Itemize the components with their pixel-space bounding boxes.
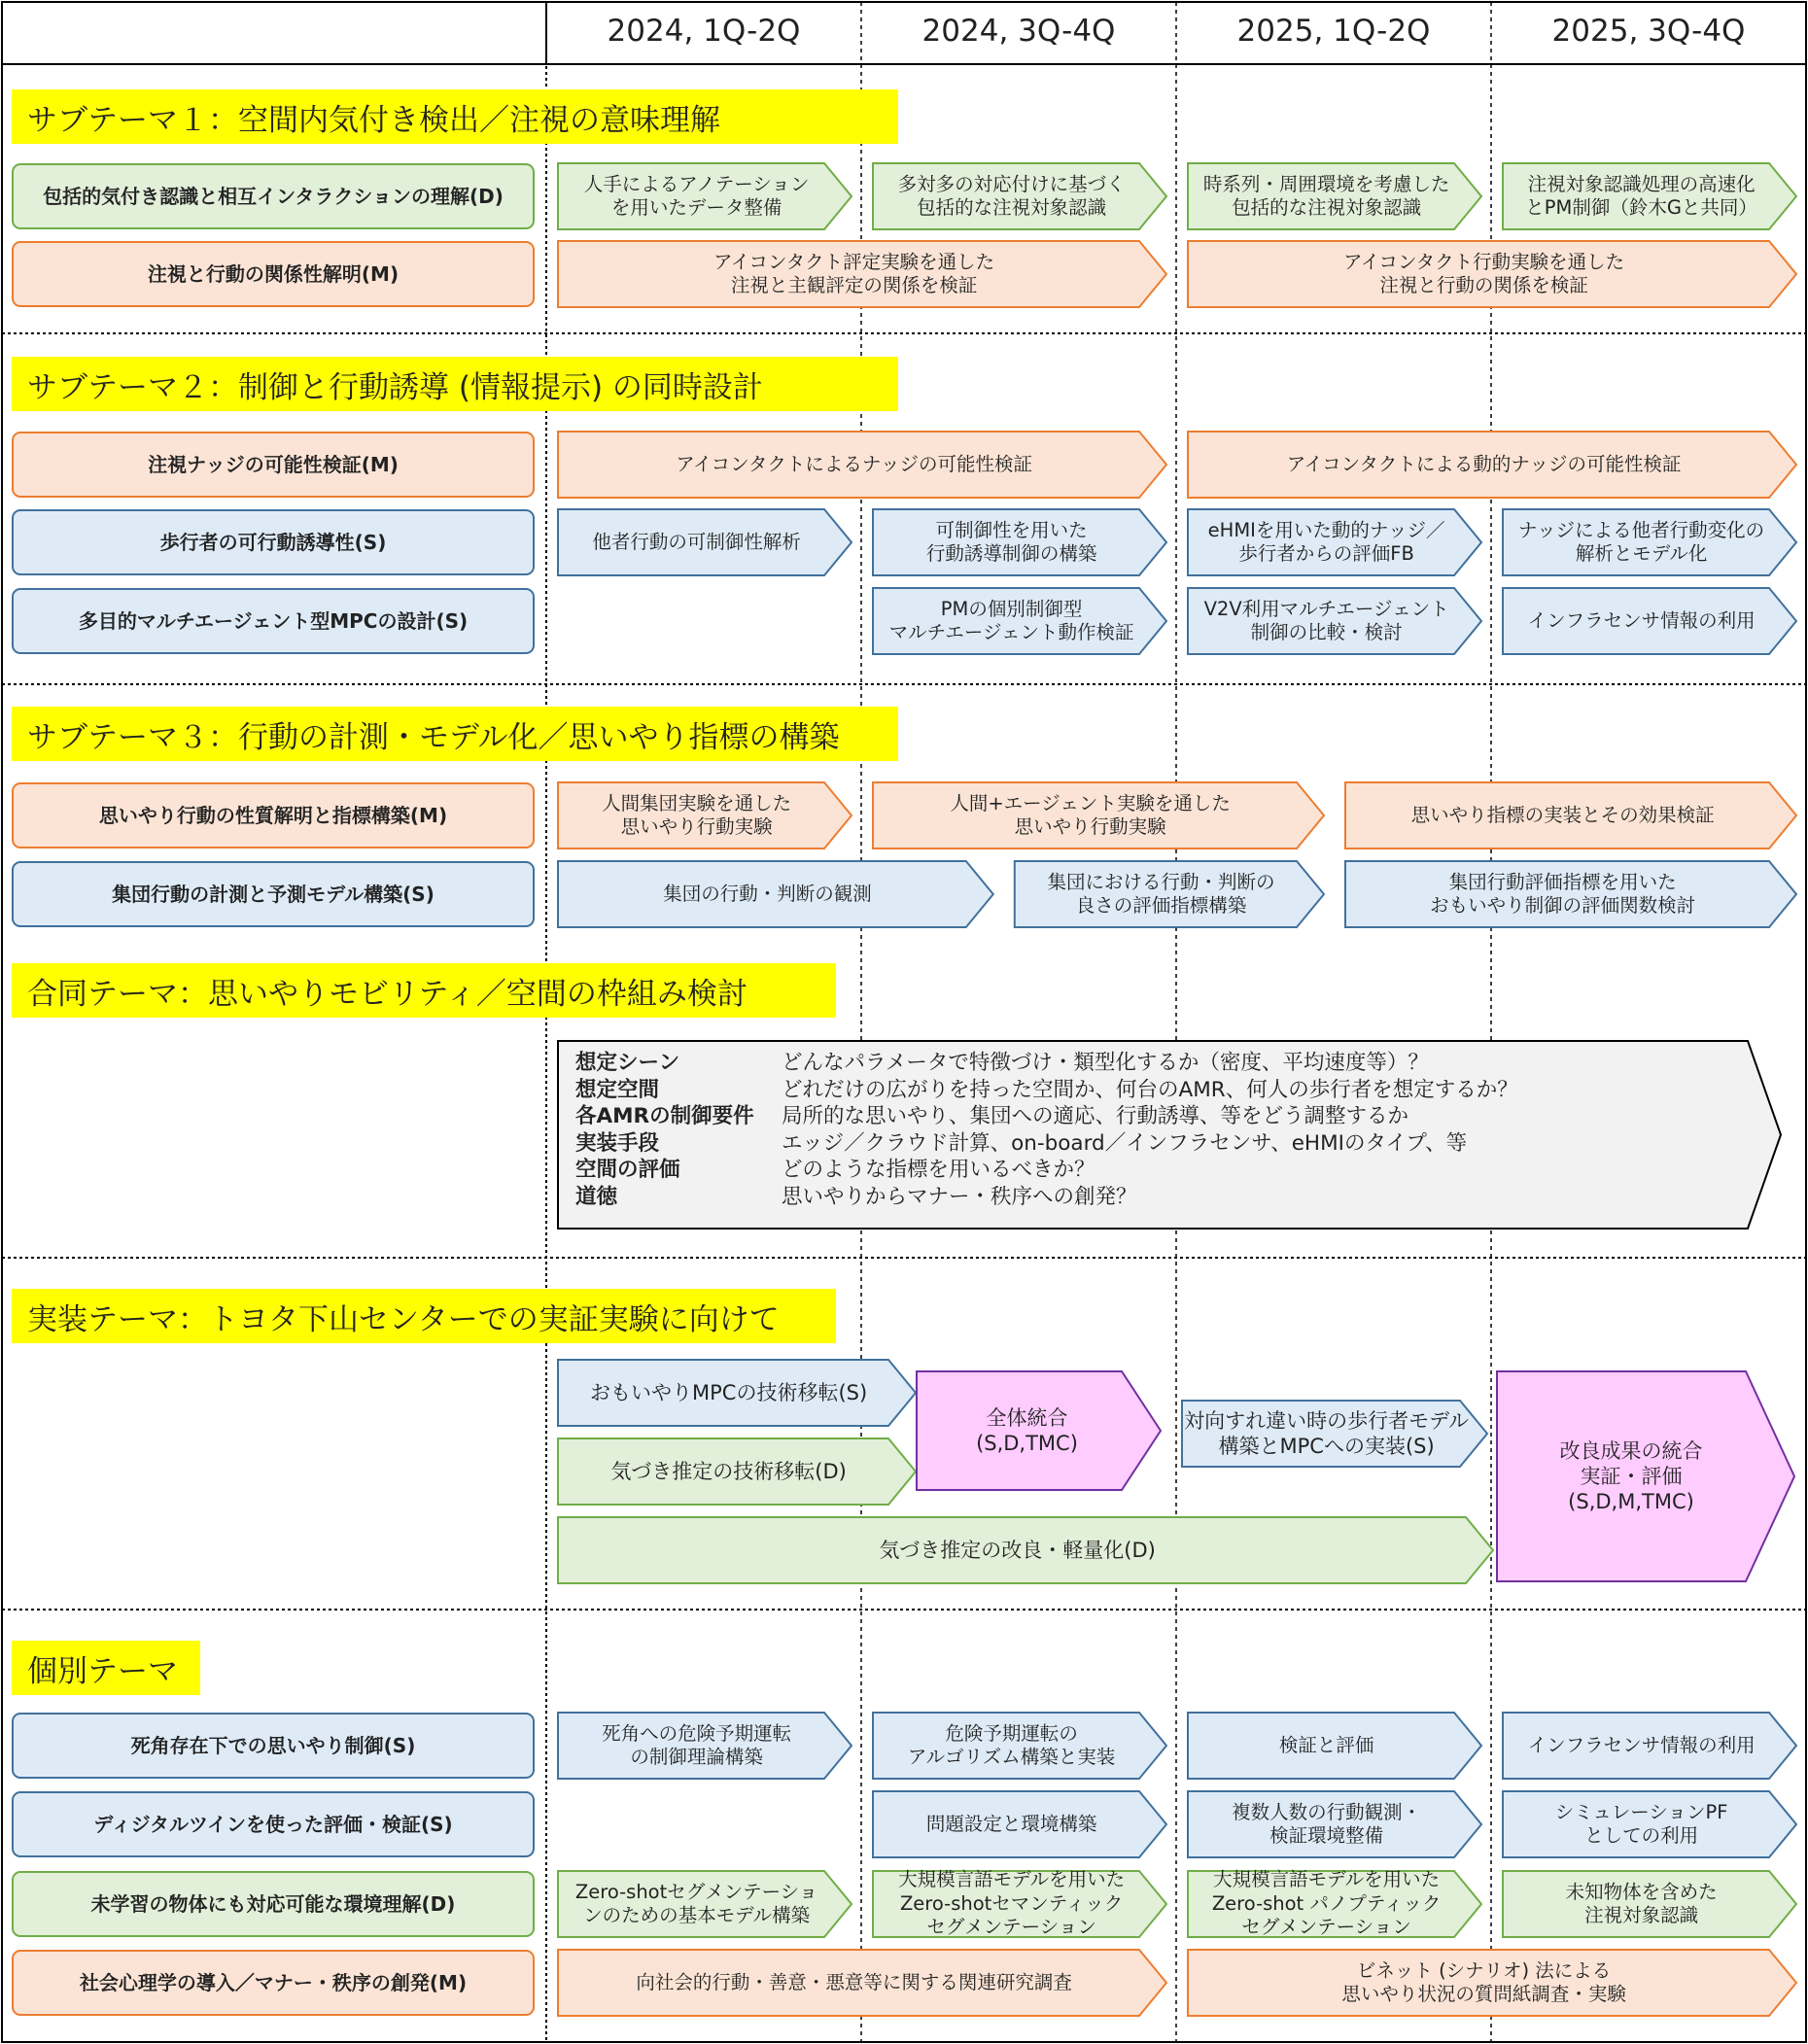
task-arrow: アイコンタクト行動実験を通した 注視と行動の関係を検証 xyxy=(1343,250,1625,296)
task-arrow-arrow xyxy=(873,1791,1166,1857)
period-header: 2025, 1Q-2Q xyxy=(1236,14,1431,49)
impl-task: 全体統合 (S,D,TMC) xyxy=(976,1405,1078,1455)
row-label: 未学習の物体にも対応可能な環境理解(D) xyxy=(12,1871,535,1937)
row-label: 集団行動の計測と予測モデル構築(S) xyxy=(12,861,535,927)
row-label: ディジタルツインを使った評価・検証(S) xyxy=(12,1791,535,1857)
joint-item xyxy=(575,1050,1429,1077)
task-arrow: 人手によるアノテーション を用いたデータ整備 xyxy=(583,172,810,219)
joint-item-key: 空間の評価 xyxy=(575,1158,680,1182)
joint-item-value: 思いやりからマナー・秩序への創発？ xyxy=(782,1184,1137,1209)
task-arrow: 危険予期運転の アルゴリズム構築と実装 xyxy=(907,1721,1116,1768)
task-arrow: 向社会的行動・善意・悪意等に関する関連研究調査 xyxy=(636,1970,1072,1993)
task-arrow-arrow xyxy=(1188,432,1796,498)
impl-task: 気づき推定の改良・軽量化(D) xyxy=(879,1538,1156,1562)
task-arrow: 人間+エージェント実験を通した 思いやり行動実験 xyxy=(950,791,1231,838)
row-label: 思いやり行動の性質解明と指標構築(M) xyxy=(12,782,535,849)
task-arrow: 集団の行動・判断の観測 xyxy=(663,882,872,905)
section-title: サブテーマ１：空間内気付き検出／注視の意味理解 xyxy=(12,89,898,144)
task-arrow-arrow xyxy=(1345,861,1796,927)
task-arrow: V2V利用マルチエージェント 制御の比較・検討 xyxy=(1203,597,1449,643)
task-arrow: ナッジによる他者行動変化の 解析とモデル化 xyxy=(1518,518,1765,565)
joint-item xyxy=(575,1184,1137,1211)
section-title: サブテーマ３：行動の計測・モデル化／思いやり指標の構築 xyxy=(12,707,898,761)
task-arrow-arrow xyxy=(1188,1791,1481,1857)
impl-task: 気づき推定の技術移転(D) xyxy=(610,1459,847,1483)
task-arrow: 人間集団実験を通した 思いやり行動実験 xyxy=(602,791,792,838)
task-arrow-arrow xyxy=(558,782,852,849)
joint-item-key: 道徳 xyxy=(575,1184,618,1209)
task-arrow-arrow xyxy=(873,1713,1166,1779)
task-arrow: Zero-shotセグメンテーショ ンのための基本モデル構築 xyxy=(574,1880,818,1926)
section-title: サブテーマ２：制御と行動誘導 (情報提示) の同時設計 xyxy=(12,357,898,411)
task-arrow-arrow xyxy=(1015,861,1324,927)
joint-item-value: どれだけの広がりを持った空間か、何台のAMR、何人の歩行者を想定するか？ xyxy=(782,1077,1518,1102)
task-arrow: 死角への危険予期運転 の制御理論構築 xyxy=(602,1721,792,1768)
task-arrow-arrow xyxy=(1188,1950,1796,2016)
task-arrow-arrow xyxy=(1188,509,1481,575)
impl-task-arrow xyxy=(558,1438,916,1505)
row-label: 社会心理学の導入／マナー・秩序の創発(M) xyxy=(12,1950,535,2016)
task-arrow: 思いやり指標の実装とその効果検証 xyxy=(1410,803,1715,826)
section-title: 実装テーマ：トヨタ下山センターでの実証実験に向けて xyxy=(12,1289,836,1343)
task-arrow: eHMIを用いた動的ナッジ／ 歩行者からの評価FB xyxy=(1207,518,1445,565)
joint-item xyxy=(575,1157,1095,1184)
task-arrow: アイコンタクトによるナッジの可能性検証 xyxy=(676,452,1032,475)
impl-task-arrow xyxy=(558,1517,1493,1583)
joint-item-value: どんなパラメータで特徴づけ・類型化するか（密度、平均速度等）？ xyxy=(782,1051,1429,1075)
joint-item xyxy=(575,1077,1518,1104)
task-arrow: 集団行動評価指標を用いた おもいやり制御の評価関数検討 xyxy=(1430,870,1696,917)
task-arrow-arrow xyxy=(1188,1713,1481,1779)
task-arrow-arrow xyxy=(873,163,1166,229)
task-arrow: 多対多の対応付けに基づく 包括的な注視対象認識 xyxy=(897,172,1126,219)
task-arrow: インフラセンサ情報の利用 xyxy=(1527,608,1756,632)
row-label: 死角存在下での思いやり制御(S) xyxy=(12,1713,535,1779)
task-arrow: 他者行動の可制御性解析 xyxy=(592,530,801,553)
period-header: 2024, 3Q-4Q xyxy=(921,14,1116,49)
task-arrow-arrow xyxy=(558,241,1166,307)
row-label: 多目的マルチエージェント型MPCの設計(S) xyxy=(12,588,535,654)
task-arrow-arrow xyxy=(1188,241,1796,307)
task-arrow: 時系列・周囲環境を考慮した 包括的な注視対象認識 xyxy=(1202,172,1450,219)
task-arrow: 複数人数の行動観測・ 検証環境整備 xyxy=(1232,1800,1422,1847)
row-label: 包括的気付き認識と相互インタラクションの理解(D) xyxy=(12,163,535,229)
joint-item-key: 実装手段 xyxy=(575,1130,660,1156)
task-arrow: インフラセンサ情報の利用 xyxy=(1527,1733,1756,1756)
impl-task: 対向すれ違い時の歩行者モデル 構築とMPCへの実装(S) xyxy=(1184,1408,1470,1458)
task-arrow-arrow xyxy=(1503,1871,1796,1937)
section-title: 個別テーマ xyxy=(12,1641,200,1695)
task-arrow-arrow xyxy=(873,509,1166,575)
task-arrow-arrow xyxy=(1503,1791,1796,1857)
task-arrow: 大規模言語モデルを用いた Zero-shot パノプティック セグメンテーション xyxy=(1211,1868,1442,1939)
impl-task: 改良成果の統合 実証・評価 (S,D,M,TMC) xyxy=(1559,1438,1703,1514)
row-label: 歩行者の可行動誘導性(S) xyxy=(12,509,535,575)
task-arrow: 問題設定と環境構築 xyxy=(925,1812,1097,1835)
joint-item xyxy=(575,1103,1408,1130)
task-arrow: 検証と評価 xyxy=(1278,1733,1374,1756)
task-arrow: 大規模言語モデルを用いた Zero-shotセマンティック セグメンテーション xyxy=(898,1868,1126,1939)
task-arrow: アイコンタクト評定実験を通した 注視と主観評定の関係を検証 xyxy=(713,250,995,296)
task-arrow-arrow xyxy=(1503,163,1796,229)
impl-task: おもいやりMPCの技術移転(S) xyxy=(590,1380,868,1404)
task-arrow: 可制御性を用いた 行動誘導制御の構築 xyxy=(925,518,1097,565)
task-arrow-arrow xyxy=(873,1868,1166,1939)
task-arrow-arrow xyxy=(1188,163,1481,229)
task-arrow-arrow xyxy=(558,1950,1166,2016)
task-arrow-arrow xyxy=(1503,1713,1796,1779)
task-arrow: 注視対象認識処理の高速化 とPM制御（鈴木Gと共同） xyxy=(1525,172,1757,219)
row-label: 注視と行動の関係性解明(M) xyxy=(12,241,535,307)
joint-item-value: エッジ／クラウド計算、on-board／インフラセンサ、eHMIのタイプ、等 xyxy=(782,1130,1468,1156)
impl-task-arrow xyxy=(558,1360,916,1426)
task-arrow-arrow xyxy=(873,782,1324,849)
task-arrow-arrow xyxy=(558,1871,852,1937)
joint-item-key: 想定空間 xyxy=(575,1077,660,1102)
task-arrow: PMの個別制御型 マルチエージェント動作検証 xyxy=(888,597,1134,643)
row-label: 注視ナッジの可能性検証(M) xyxy=(12,432,535,498)
task-arrow-arrow xyxy=(558,861,993,927)
impl-task-arrow xyxy=(917,1371,1161,1490)
task-arrow-arrow xyxy=(1503,588,1796,654)
task-arrow: 集団における行動・判断の 良さの評価指標構築 xyxy=(1047,870,1275,917)
impl-task-arrow xyxy=(1497,1371,1794,1581)
task-arrow-arrow xyxy=(558,1713,852,1779)
joint-item-key: 各AMRの制御要件 xyxy=(575,1104,754,1128)
section-title: 合同テーマ：思いやりモビリティ／空間の枠組み検討 xyxy=(12,963,836,1018)
task-arrow: 未知物体を含めた 注視対象認識 xyxy=(1565,1880,1718,1926)
task-arrow-arrow xyxy=(1345,782,1796,849)
period-header: 2024, 1Q-2Q xyxy=(607,14,801,49)
task-arrow-arrow xyxy=(873,588,1166,654)
task-arrow-arrow xyxy=(1503,509,1796,575)
joint-item-value: 局所的な思いやり、集団への適応、行動誘導、等をどう調整するか xyxy=(782,1104,1409,1128)
joint-item xyxy=(575,1130,1467,1158)
task-arrow-arrow xyxy=(1188,588,1481,654)
task-arrow-arrow xyxy=(1188,1868,1481,1939)
period-header: 2025, 3Q-4Q xyxy=(1551,14,1746,49)
impl-task-arrow xyxy=(1182,1401,1487,1467)
task-arrow-arrow xyxy=(558,432,1166,498)
task-arrow: アイコンタクトによる動的ナッジの可能性検証 xyxy=(1286,452,1682,475)
task-arrow-arrow xyxy=(558,509,852,575)
task-arrow: シミュレーションPF としての利用 xyxy=(1554,1800,1728,1847)
joint-item-value: どのような指標を用いるべきか？ xyxy=(782,1158,1095,1182)
joint-item-key: 想定シーン xyxy=(575,1051,680,1075)
task-arrow: ビネット (シナリオ) 法による 思いやり状況の質問紙調査・実験 xyxy=(1341,1958,1626,2005)
task-arrow-arrow xyxy=(558,163,852,229)
